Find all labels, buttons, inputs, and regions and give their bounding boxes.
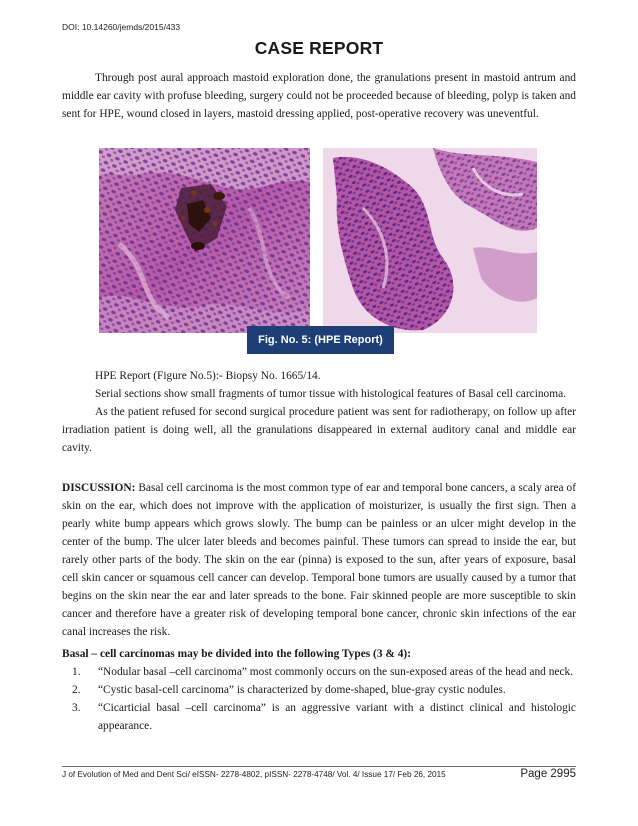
discussion-section [62, 479, 576, 641]
micrograph-left [99, 148, 310, 333]
list-item-number: 1. [72, 666, 81, 678]
footer [62, 770, 576, 779]
discussion-text: Basal cell carcinoma is the most common type of ear and temporal bone cancers, a scaly area of skin on the ear, which does not improve with the application of moisturizer, is usually the first sign. Then a pearly white bump appears which grows slowly. The bump can be painless or an ulcer might develop in the center of the bump. The ulcer later bleeds and becomes painful. These tumors can spread to inside the ear, but rarely other parts of the body. The skin on the ear (pinna) is exposed to the sun, after years of exposure, basal cell skin cancer or squamous cell cancer can develop. Temporal bone tumors are usually caused by a tumor that begins on the skin near the ear and later spreads to the bone. Fair skinned people are more susceptible to skin cancer and therefore have a greater risk of developing temporal bone cancer, chronic skin infections of the ear canal increases the risk. [62, 482, 576, 638]
types-heading: Basal – cell carcinomas may be divided into the following Types (3 & 4): [62, 648, 411, 660]
footer-journal: J of Evolution of Med and Dent Sci/ eISSN- 2278-4802, pISSN- 2278-4748/ Vol. 4/ Issue 17/ Feb 26, 2015 [62, 770, 446, 779]
figure-5 [0, 148, 638, 333]
list-item [72, 663, 576, 681]
list-item-number: 3. [72, 702, 81, 714]
serial-sections-paragraph: Serial sections show small fragments of tumor tissue with histological features of Basal cell carcinoma. [95, 388, 567, 400]
list-item-number: 2. [72, 684, 81, 696]
discussion-paragraph [62, 479, 576, 641]
page-number: Page 2995 [520, 768, 576, 780]
figure-caption: Fig. No. 5: (HPE Report) [247, 326, 394, 354]
page-title: CASE REPORT [254, 38, 384, 58]
hpe-section [62, 367, 576, 457]
list-item [72, 699, 576, 735]
types-section [62, 645, 576, 735]
list-item [72, 681, 576, 699]
discussion-label: DISCUSSION: [62, 482, 136, 494]
footer-divider [62, 766, 576, 767]
micrograph-right [323, 148, 537, 333]
types-list [62, 663, 576, 735]
followup-paragraph: As the patient refused for second surgical procedure patient was sent for radiotherapy, on follow up after irradiation patient is doing well, all the granulations disappeared in external auditory canal and middle ear cavity. [62, 406, 576, 454]
doi-header: DOI: 10.14260/jemds/2015/433 [62, 22, 181, 32]
intro-paragraph: Through post aural approach mastoid exploration done, the granulations present in mastoid antrum and middle ear cavity with profuse bleeding, surgery could not be proceeded because of bleeding, polyp is taken and sent for HPE, wound closed in layers, mastoid dressing applied, post-operative recovery was uneventful. [62, 72, 576, 120]
list-item-text: “Cicarticial basal –cell carcinoma” is an aggressive variant with a distinct clinical and histologic appearance. [98, 702, 576, 732]
hpe-report-line: HPE Report (Figure No.5):- Biopsy No. 1665/14. [95, 370, 321, 382]
intro-section [62, 69, 576, 123]
list-item-text: “Cystic basal-cell carcinoma” is characterized by dome-shaped, blue-gray cystic nodules. [98, 684, 506, 696]
list-item-text: “Nodular basal –cell carcinoma” most commonly occurs on the sun-exposed areas of the head and neck. [98, 666, 574, 678]
